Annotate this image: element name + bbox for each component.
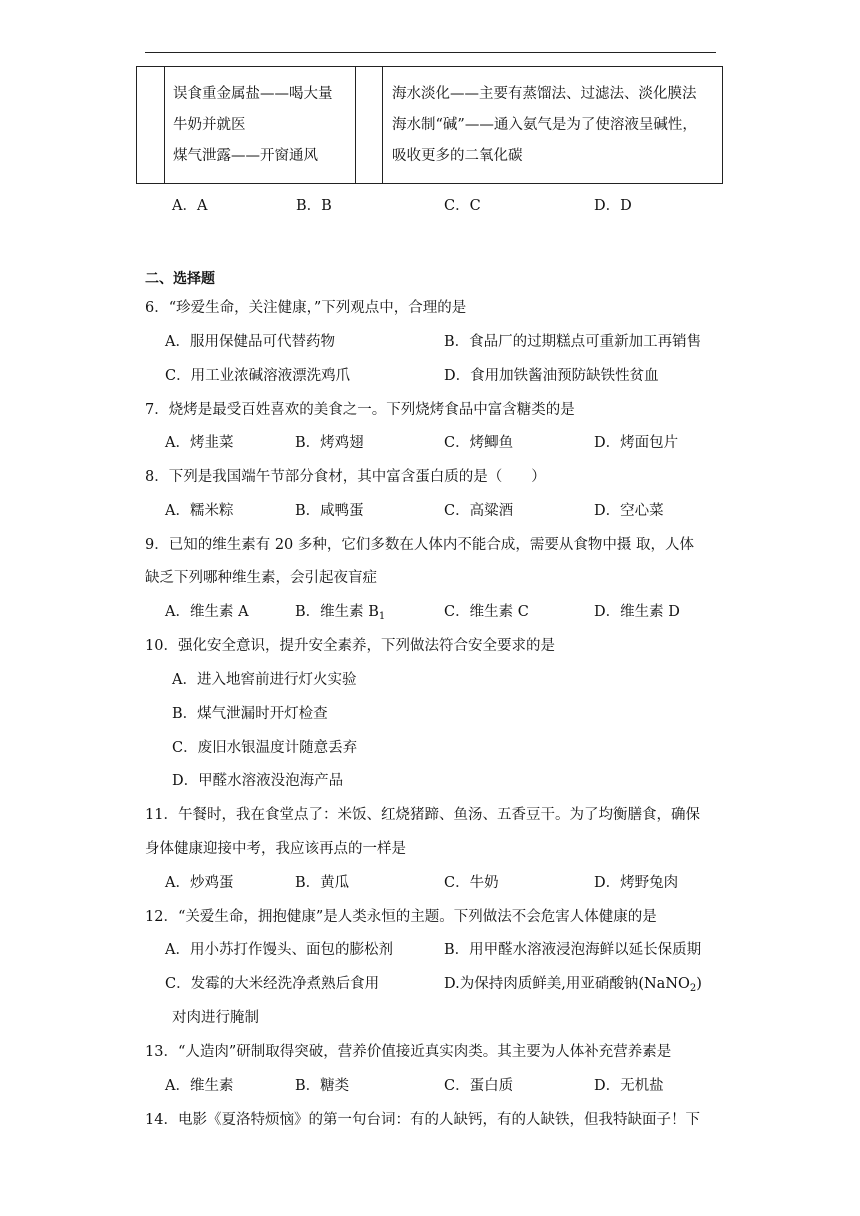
answer-table (136, 66, 723, 184)
table-text: 煤气泄露——开窗通风 (173, 148, 318, 164)
option-a[interactable]: A．维生素 (165, 1078, 234, 1094)
option-a[interactable]: A．炒鸡蛋 (165, 875, 234, 891)
table-divider (164, 67, 165, 183)
option-a[interactable]: A．进入地窖前进行灯火实验 (172, 672, 357, 688)
question-stem: 12．“关爱生命，拥抱健康”是人类永恒的主题。下列做法不会危害人体健康的是 (145, 909, 657, 925)
question-stem: 10．强化安全意识，提升安全素养，下列做法符合安全要求的是 (145, 638, 555, 654)
table-text: 吸收更多的二氧化碳 (392, 148, 523, 164)
question-stem: 13．“人造肉”研制取得突破，营养价值接近真实肉类。其主要为人体补充营养素是 (145, 1044, 672, 1060)
option-b[interactable]: B．用甲醛水溶液浸泡海鲜以延长保质期 (444, 942, 702, 958)
option-d[interactable]: D．D (594, 198, 632, 214)
option-d-continued: 对肉进行腌制 (172, 1010, 259, 1026)
option-b[interactable]: B．黄瓜 (295, 875, 350, 891)
option-b[interactable]: B．糖类 (295, 1078, 350, 1094)
option-c[interactable]: C．蛋白质 (444, 1078, 514, 1094)
option-d[interactable]: D．甲醛水溶液没泡海产品 (172, 773, 344, 789)
question-stem: 14．电影《夏洛特烦恼》的第一句台词：有的人缺钙，有的人缺铁，但我特缺面子！下 (145, 1112, 700, 1128)
header-rule (145, 52, 716, 53)
option-c[interactable]: C．C (444, 198, 481, 214)
subscript: 2 (689, 983, 697, 994)
option-d[interactable]: D．维生素 D (594, 604, 680, 620)
option-c[interactable]: C．废旧水银温度计随意丢弃 (172, 740, 358, 756)
option-d[interactable] (444, 972, 702, 994)
option-c[interactable]: C．维生素 C (444, 604, 529, 620)
option-d[interactable]: D．烤野兔肉 (594, 875, 679, 891)
option-b[interactable]: B．B (296, 198, 332, 214)
question-stem: 7．烧烤是最受百姓喜欢的美食之一。下列烧烤食品中富含糖类的是 (145, 402, 575, 418)
table-cell-right (392, 79, 697, 172)
subscript: 1 (378, 611, 386, 622)
question-stem: 9．已知的维生素有 20 多种，它们多数在人体内不能合成，需要从食物中摄 取，人体 (145, 537, 695, 553)
option-d-text: D.为保持肉质鲜美,用亚硝酸钠(NaNO (444, 976, 690, 992)
question-stem: 缺乏下列哪种维生素，会引起夜盲症 (145, 570, 377, 586)
option-b[interactable]: B．咸鸭蛋 (295, 503, 364, 519)
option-b[interactable]: B．煤气泄漏时开灯检查 (172, 706, 328, 722)
option-d[interactable]: D．食用加铁酱油预防缺铁性贫血 (444, 368, 659, 384)
option-a[interactable]: A．A (172, 198, 208, 214)
option-a[interactable]: A．烤韭菜 (165, 435, 234, 451)
option-c[interactable]: C．牛奶 (444, 875, 499, 891)
option-d[interactable]: D．烤面包片 (594, 435, 679, 451)
question-stem: 身体健康迎接中考，我应该再点的一样是 (145, 841, 406, 857)
option-d[interactable]: D．无机盐 (594, 1078, 664, 1094)
option-a[interactable]: A．糯米粽 (165, 503, 234, 519)
option-c[interactable]: C．用工业浓碱溶液漂洗鸡爪 (165, 368, 351, 384)
question-stem: 6．“珍爱生命，关注健康，”下列观点中，合理的是 (145, 300, 467, 316)
option-a[interactable]: A．维生素 A (165, 604, 249, 620)
option-a[interactable]: A．用小苏打作馒头、面包的膨松剂 (165, 942, 393, 958)
option-b[interactable] (295, 600, 385, 622)
option-c[interactable]: C．烤鲫鱼 (444, 435, 514, 451)
question-stem: 8．下列是我国端午节部分食材，其中富含蛋白质的是（ ） (145, 469, 546, 485)
table-text: 误食重金属盐——喝大量 (173, 86, 333, 102)
table-cell-left (173, 79, 333, 172)
option-b-text: B．维生素 B (295, 604, 379, 620)
section-title: 二、选择题 (145, 271, 215, 287)
option-a[interactable]: A．服用保健品可代替药物 (165, 334, 335, 350)
option-d-tail: ) (696, 976, 702, 992)
option-c[interactable]: C．高粱酒 (444, 503, 514, 519)
question-stem: 11．午餐时，我在食堂点了：米饭、红烧猪蹄、鱼汤、五香豆干。为了均衡膳食，确保 (145, 807, 700, 823)
option-c[interactable]: C．发霉的大米经洗净煮熟后食用 (165, 976, 380, 992)
option-b[interactable]: B．烤鸡翅 (295, 435, 364, 451)
table-text: 海水制“碱”——通入氨气是为了使溶液呈碱性， (392, 117, 697, 133)
table-text: 海水淡化——主要有蒸馏法、过滤法、淡化膜法 (392, 86, 697, 102)
table-divider (355, 67, 356, 183)
option-b[interactable]: B．食品厂的过期糕点可重新加工再销售 (444, 334, 702, 350)
table-text: 牛奶并就医 (173, 117, 246, 133)
option-d[interactable]: D．空心菜 (594, 503, 664, 519)
table-divider (382, 67, 383, 183)
